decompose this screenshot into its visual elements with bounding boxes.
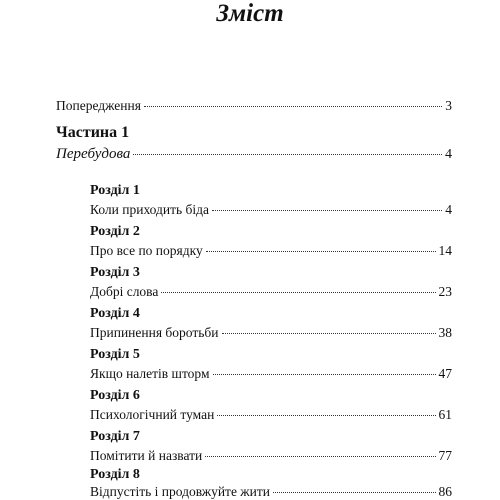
part-heading: Частина 1 [56, 124, 130, 141]
toc-entry-chapter [90, 202, 452, 218]
dot-leader [133, 154, 442, 155]
chapter-title: Добрі слова [90, 284, 159, 299]
toc-entry-part-subtitle [56, 146, 452, 163]
dot-leader [273, 492, 436, 493]
dot-leader [161, 292, 435, 293]
toc-page-number: 61 [438, 407, 452, 422]
dot-leader [205, 456, 435, 457]
toc-entry-chapter [90, 284, 452, 300]
toc-page-number: 47 [438, 366, 452, 381]
chapter-heading: Розділ 7 [90, 429, 140, 444]
chapter-title: Відпустіть і продовжуйте жити [90, 484, 270, 499]
toc-entry-chapter [90, 407, 452, 423]
chapter-heading: Розділ 3 [90, 265, 140, 280]
toc-entry-chapter [90, 366, 452, 382]
chapter-title: Про все по порядку [90, 243, 203, 258]
dot-leader [213, 374, 436, 375]
toc-entry-chapter [90, 243, 452, 259]
dot-leader [206, 251, 436, 252]
toc-entry-preface [56, 98, 452, 114]
toc-page-number: 23 [438, 284, 452, 299]
chapter-heading: Розділ 6 [90, 388, 140, 403]
chapter-title: Якщо налетів шторм [90, 366, 210, 381]
dot-leader [144, 106, 442, 107]
chapter-heading: Розділ 5 [90, 347, 140, 362]
toc-entry-chapter [90, 325, 452, 341]
part-subtitle: Перебудова [56, 146, 131, 162]
chapter-heading: Розділ 1 [90, 183, 140, 198]
dot-leader [222, 333, 436, 334]
chapter-title: Припинення боротьби [90, 325, 219, 340]
toc-page-number: 3 [445, 98, 452, 113]
toc-page-number: 4 [445, 147, 452, 162]
chapter-title: Психологічний туман [90, 407, 215, 422]
toc-entry-label: Попередження [56, 98, 141, 113]
dot-leader [212, 210, 442, 211]
chapter-heading: Розділ 2 [90, 224, 140, 239]
chapter-heading: Розділ 4 [90, 306, 140, 321]
toc-page-number: 14 [438, 243, 452, 258]
toc-entry-chapter [90, 484, 452, 500]
toc-page-number: 77 [438, 448, 452, 463]
toc-page-number: 4 [445, 202, 452, 217]
toc-page-number: 86 [438, 484, 452, 499]
toc-entry-chapter [90, 448, 452, 464]
chapter-title: Помітити й назвати [90, 448, 203, 463]
toc-page-number: 38 [438, 325, 452, 340]
chapter-title: Коли приходить біда [90, 202, 210, 217]
page-title: Зміст [216, 0, 284, 27]
chapter-heading: Розділ 8 [90, 467, 140, 482]
dot-leader [217, 415, 435, 416]
